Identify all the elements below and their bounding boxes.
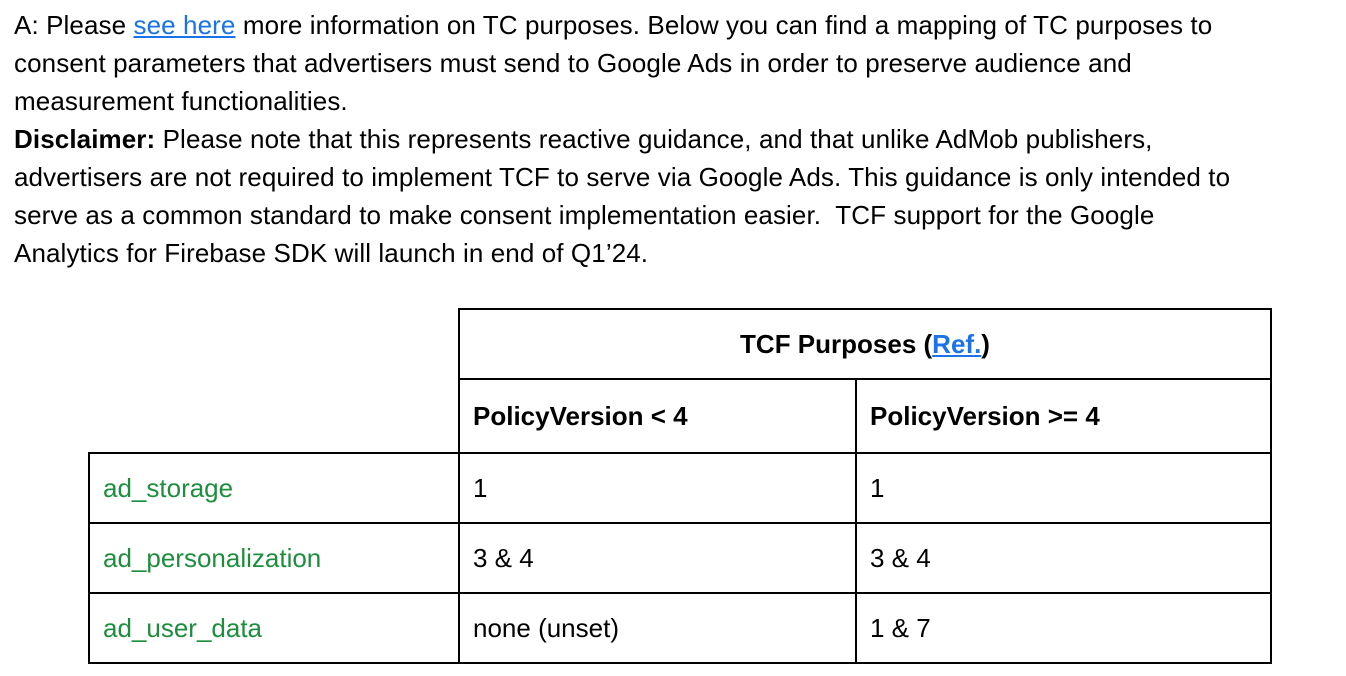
value-cell: 1 <box>856 453 1271 523</box>
value-cell: 3 & 4 <box>856 523 1271 593</box>
consent-param-cell: ad_personalization <box>89 523 459 593</box>
answer-line-5: advertisers are not required to implement TCF to serve via Google Ads. This guidance is only intended to <box>14 162 1231 192</box>
value-cell: none (unset) <box>459 593 856 663</box>
answer-line-4 <box>14 120 1334 158</box>
answer-line-2: consent parameters that advertisers must send to Google Ads in order to preserve audience and <box>14 48 1132 78</box>
answer-text-segment: Please note that this represents reactive guidance, and that unlike AdMob publishers, <box>155 124 1153 154</box>
table-spacer-cell <box>89 379 459 453</box>
table-title-segment: TCF Purposes ( <box>740 328 933 359</box>
answer-text-segment: A: Please <box>14 10 134 40</box>
see-here-link[interactable]: see here <box>133 10 236 40</box>
table-title-cell <box>459 309 1271 379</box>
table-spacer-cell <box>89 309 459 379</box>
table-row <box>89 523 1271 593</box>
value-cell: 1 <box>459 453 856 523</box>
tcf-purposes-table <box>88 308 1272 664</box>
value-cell: 3 & 4 <box>459 523 856 593</box>
answer-paragraph <box>14 6 1334 272</box>
ref-link[interactable]: Ref. <box>932 328 982 359</box>
table-title-segment: ) <box>981 328 990 359</box>
answer-line-7: Analytics for Firebase SDK will launch in end of Q1’24. <box>14 238 649 268</box>
answer-text-segment: more information on TC purposes. Below you can find a mapping of TC purposes to <box>235 10 1213 40</box>
table-row <box>89 593 1271 663</box>
answer-line-3: measurement functionalities. <box>14 86 348 116</box>
table-row <box>89 453 1271 523</box>
column-header-policyversion-lt4: PolicyVersion < 4 <box>459 379 856 453</box>
disclaimer-label: Disclaimer: <box>14 124 156 154</box>
consent-param-cell: ad_user_data <box>89 593 459 663</box>
value-cell: 1 & 7 <box>856 593 1271 663</box>
column-header-policyversion-gte4: PolicyVersion >= 4 <box>856 379 1271 453</box>
answer-line-6: serve as a common standard to make consent implementation easier. TCF support for the Google <box>14 200 1155 230</box>
consent-param-cell: ad_storage <box>89 453 459 523</box>
answer-line-1 <box>14 6 1334 44</box>
